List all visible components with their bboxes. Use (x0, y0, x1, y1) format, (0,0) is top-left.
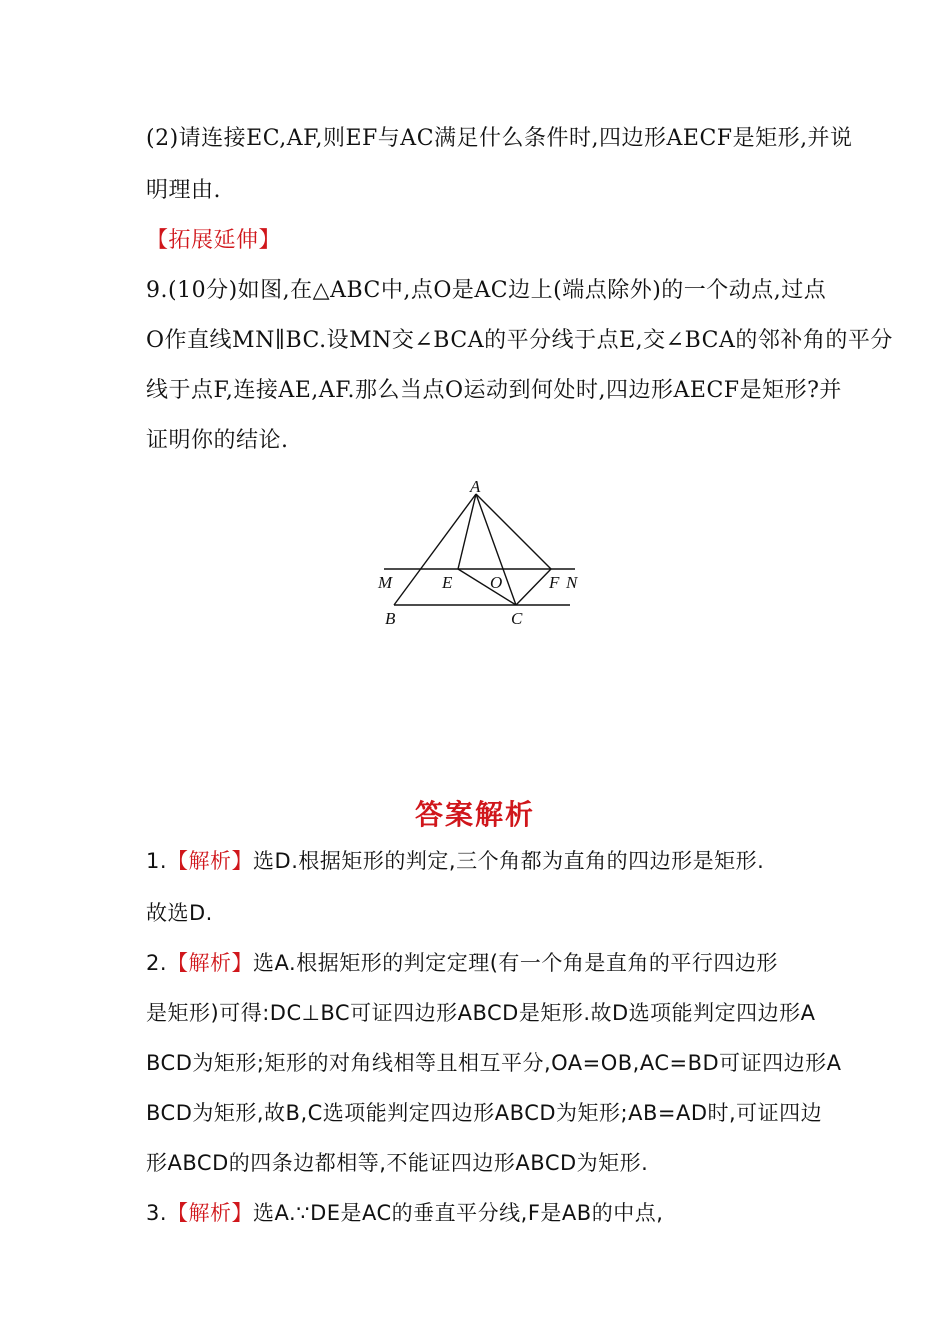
answer-heading: 答案解析 (414, 798, 535, 831)
answer-1-number: 1. (146, 849, 168, 873)
geometry-figure (370, 474, 590, 634)
answer-2-line4: BCD为矩形,故B,C选项能判定四边形ABCD为矩形;AB=AD时,可证四边 (146, 1101, 823, 1125)
answer-1-line1 (146, 846, 810, 876)
label-n: N (566, 573, 578, 592)
answer-2-number: 2. (146, 951, 168, 975)
answer-1-line2: 故选D. (146, 901, 213, 925)
label-f: F (549, 573, 560, 592)
label-c: C (511, 609, 523, 628)
answer-3-text: 选A.∵DE是AC的垂直平分线,F是AB的中点, (253, 1201, 664, 1225)
segment-fc (516, 569, 551, 605)
problem9-line1: 9.(10分)如图,在△ABC中,点O是AC边上(端点除外)的一个动点,过点 (146, 278, 827, 303)
answer-1-text: 选D.根据矩形的判定,三个角都为直角的四边形是矩形. (253, 849, 765, 873)
section-extension-heading: 【拓展延伸】 (146, 228, 282, 253)
answer-1-tag: 【解析】 (167, 849, 254, 873)
problem9-line4: 证明你的结论. (146, 428, 289, 453)
answer-2-text: 选A.根据矩形的判定定理(有一个角是直角的平行四边形 (253, 951, 778, 975)
answer-2-tag: 【解析】 (167, 951, 254, 975)
problem9-line3: 线于点F,连接AE,AF.那么当点O运动到何处时,四边形AECF是矩形?并 (146, 378, 842, 403)
problem8-part2-line1: (2)请连接EC,AF,则EF与AC满足什么条件时,四边形AECF是矩形,并说 (146, 126, 853, 151)
answer-3-line1 (146, 1198, 810, 1228)
label-b: B (385, 609, 396, 628)
problem8-part2-line2: 明理由. (146, 178, 221, 203)
answer-2-line2: 是矩形)可得:DC⊥BC可证四边形ABCD是矩形.故D选项能判定四边形A (146, 1001, 816, 1025)
label-m: M (378, 573, 393, 592)
segment-af (476, 494, 551, 569)
answer-2-line3: BCD为矩形;矩形的对角线相等且相互平分,OA=OB,AC=BD可证四边形A (146, 1051, 842, 1075)
segment-ab (394, 494, 476, 605)
segment-ec (458, 569, 516, 605)
answer-3-number: 3. (146, 1201, 168, 1225)
problem9-line2: O作直线MN∥BC.设MN交∠BCA的平分线于点E,交∠BCA的邻补角的平分 (146, 328, 893, 353)
label-e: E (442, 573, 453, 592)
answer-2-line1 (146, 948, 810, 978)
label-a: A (470, 477, 481, 496)
answer-2-line5: 形ABCD的四条边都相等,不能证四边形ABCD为矩形. (146, 1151, 649, 1175)
label-o: O (490, 573, 503, 592)
answer-3-tag: 【解析】 (167, 1201, 254, 1225)
